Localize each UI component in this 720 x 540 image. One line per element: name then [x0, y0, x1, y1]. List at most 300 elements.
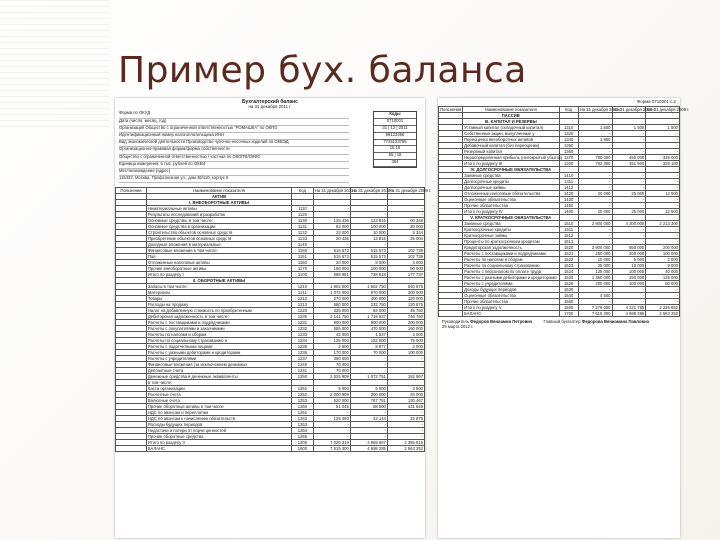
table-cell: 84 000	[350, 308, 387, 314]
table-cell: 130 467	[387, 398, 424, 404]
table-cell: Уставный капитал (складочный капитал)	[463, 125, 559, 131]
table-cell: 88 000	[350, 404, 387, 410]
table-cell: 1132	[292, 230, 314, 236]
table-cell: в том числе:	[146, 380, 291, 386]
table-cell: 100 000	[350, 224, 387, 230]
table-cell: 7 026 319	[313, 440, 350, 446]
table-cell: -	[646, 197, 680, 203]
table-cell: 23 000	[313, 230, 350, 236]
table-cell: 1522	[559, 257, 578, 263]
table-cell: Финансовые вложения в том числе:	[146, 248, 291, 254]
table-cell: 1 718 537	[350, 314, 387, 320]
table-cell: 1232	[292, 326, 314, 332]
table-cell: 400 000	[350, 296, 387, 302]
table-cell: 2 563 252	[387, 446, 424, 452]
table-cell: -	[612, 149, 646, 155]
table-cell: -	[350, 434, 387, 440]
table-cell: Отложенные налоговые обязательства	[463, 191, 559, 197]
table-cell: 1100	[292, 272, 314, 278]
table-cell: Итого по разделу III	[463, 161, 559, 167]
table-cell: 20 000	[313, 260, 350, 266]
table-row	[116, 446, 425, 452]
table-cell: 2 563 252	[646, 311, 680, 317]
table-cell: -	[646, 149, 680, 155]
table-cell: -	[387, 422, 424, 428]
table-cell: 4 000	[387, 260, 424, 266]
table-cell: 515 573	[350, 248, 387, 254]
table-cell: 2 000	[387, 344, 424, 350]
table-cell: Прочие обязательства	[463, 299, 559, 305]
table-cell: 1350	[559, 143, 578, 149]
table-cell: Валютные счета	[146, 398, 291, 404]
table-cell: -	[313, 428, 350, 434]
table-cell: -	[578, 149, 612, 155]
table-cell: Краткосрочные кредиты	[463, 227, 559, 233]
table-cell: Расчеты с разными дебиторами и кредиторами	[146, 350, 291, 356]
table-cell: 1526	[559, 281, 578, 287]
table-cell: 160 000	[387, 326, 424, 332]
table-cell: Расчеты по налогам и сборам	[146, 332, 291, 338]
table-cell: -	[350, 206, 387, 212]
head-label: Руководитель	[442, 319, 469, 325]
table-cell: Расходы на продажу	[146, 302, 291, 308]
table-cell: 1150	[292, 248, 314, 254]
table-cell: Заемные средства	[463, 173, 559, 179]
table-cell: Расчеты по налогам и сборам	[463, 257, 559, 263]
table-cell: 1130	[292, 218, 314, 224]
table-cell: 1550	[559, 299, 578, 305]
table-cell: 120 000	[387, 296, 424, 302]
table-cell: 2 000 909	[313, 392, 350, 398]
table-cell: -	[387, 368, 424, 374]
table-cell: -	[350, 362, 387, 368]
meta-line: Организационно-правовая форма/форма собственности	[119, 147, 349, 154]
signature-date: 29 марта 2012 г.	[442, 323, 474, 329]
table-cell: -	[387, 212, 424, 218]
meta-line: Организация Общество с ограниченной ответственностью "РОМАШКА" по ОКПО	[119, 126, 349, 133]
table-cell: 1140	[292, 242, 314, 248]
table-cell: 20 436	[313, 236, 350, 242]
table-cell: 250 000	[612, 275, 646, 281]
table-cell: -	[646, 131, 680, 137]
column-header: Код	[292, 188, 314, 194]
table-cell: 1234	[292, 338, 314, 344]
table-cell: 20 000	[387, 392, 424, 398]
table-cell: 125 460	[313, 416, 350, 422]
table-cell: 1235	[292, 344, 314, 350]
table-cell: Доходные вложения в материальные	[146, 242, 291, 248]
table-cell: Собственные акции, выкупленные у	[463, 131, 559, 137]
table-cell: -	[646, 293, 680, 299]
table-cell: 4 698 285	[612, 311, 646, 317]
table-cell: 1210	[292, 284, 314, 290]
table-cell: БАЛАНС	[463, 311, 559, 317]
table-cell: 42 144	[350, 416, 387, 422]
table-cell: 1211	[292, 290, 314, 296]
table-cell: 1511	[559, 227, 578, 233]
table-cell: 91 045	[313, 404, 350, 410]
table-cell: 1170	[292, 266, 314, 272]
slide-decoration	[0, 0, 110, 130]
column-header: Пояснения	[440, 106, 462, 112]
table-cell: -	[578, 239, 612, 245]
table-cell: 100 000	[350, 266, 387, 272]
table-cell: 555 000	[313, 326, 350, 332]
table-cell: Прочие обязательства	[463, 203, 559, 209]
table-cell: Нематериальные активы	[146, 206, 291, 212]
table-cell: Расчеты с учредителями	[463, 281, 559, 287]
table-cell: 120 875	[387, 302, 424, 308]
table-cell: 1200	[292, 440, 314, 446]
table-cell: -	[646, 287, 680, 293]
table-cell: 1525	[559, 275, 578, 281]
table-cell: Депозитные счета	[146, 368, 291, 374]
code-cell: 15.18	[374, 146, 416, 153]
table-cell: Добавочный капитал (без переоценки)	[463, 143, 559, 149]
table-cell: Пая	[146, 254, 291, 260]
table-cell: Расчеты с поставщиками и подрядчиками	[463, 251, 559, 257]
table-cell: -	[313, 242, 350, 248]
table-cell: 1430	[559, 197, 578, 203]
table-cell: 50 000	[387, 266, 424, 272]
table-cell: НДС по авансам к начислению обязательств	[146, 416, 291, 422]
table-cell: 250 000	[578, 251, 612, 257]
meta-line: Форма по ОКУД	[119, 111, 349, 118]
table-cell: Основные средства в организации	[146, 224, 291, 230]
table-cell: 100 000	[612, 281, 646, 287]
table-cell: 25 004	[387, 236, 424, 242]
table-cell: Товары	[146, 296, 291, 302]
table-cell: 300 000	[387, 290, 424, 296]
meta-line: Единица измерения: в тыс. рублей по ОКЕИ	[119, 162, 349, 169]
table-cell: 1253	[292, 398, 314, 404]
table-cell: 102 739	[387, 254, 424, 260]
table-cell: 125 000	[578, 269, 612, 275]
table-cell: 1233	[292, 332, 314, 338]
table-cell: -	[387, 428, 424, 434]
table-cell: Оценочные обязательства	[463, 293, 559, 299]
table-cell: 42 000	[313, 332, 350, 338]
table-cell: Доходы будущих периодов	[463, 287, 559, 293]
table-cell: -	[578, 203, 612, 209]
table-cell: 431 549	[387, 404, 424, 410]
table-cell: -	[646, 173, 680, 179]
table-cell: 150 000	[313, 266, 350, 272]
table-cell: 125 000	[646, 275, 680, 281]
table-cell: 1237	[292, 356, 314, 362]
head-name: Федоров Вениамин Петрович	[470, 319, 533, 325]
table-cell: 1 072 751	[350, 374, 387, 380]
table-cell: 870 000	[350, 290, 387, 296]
table-cell: 1 502 750	[350, 284, 387, 290]
column-header: Код	[559, 107, 578, 113]
table-cell: 1262	[292, 416, 314, 422]
table-cell: Переоценка внеоборотных активов	[463, 137, 559, 143]
meta-line: Общество с ограниченной ответственностью / частная по ОКОПФ/ОКФС	[119, 155, 349, 162]
table-row	[439, 311, 680, 317]
table-cell: 82 000	[313, 224, 350, 230]
table-cell: 4 500	[578, 293, 612, 299]
table-cell: -	[313, 422, 350, 428]
table-cell: 451 500	[612, 161, 646, 167]
table-cell: V. КРАТКОСРОЧНЫЕ ОБЯЗАТЕЛЬСТВА	[463, 215, 559, 221]
table-cell: 152 967	[387, 374, 424, 380]
table-cell: 300 000	[350, 392, 387, 398]
table-cell: 1410	[559, 173, 578, 179]
table-cell: Отложенные налоговые активы	[146, 260, 291, 266]
meta-line: Вид экономической деятельности Производство чулочно-носочных изделий по ОКВЭД	[119, 140, 349, 147]
table-cell: III. КАПИТАЛ И РЕЗЕРВЫ	[463, 119, 559, 125]
table-cell: Расчеты с подотчетными лицами	[146, 344, 291, 350]
table-cell: 2 213 300	[646, 221, 680, 227]
table-cell: -	[387, 242, 424, 248]
table-cell: 1512	[559, 233, 578, 239]
code-cell: 0710001	[374, 119, 416, 126]
table-cell: 5 000	[612, 257, 646, 263]
table-cell: -	[646, 179, 680, 185]
table-cell: 1263	[292, 422, 314, 428]
table-cell: 8 977	[350, 344, 387, 350]
table-cell: Расчетные счета	[146, 392, 291, 398]
table-cell: 1 537	[350, 332, 387, 338]
table-cell: 1250	[292, 374, 314, 380]
table-cell: 2 141 750	[313, 314, 350, 320]
table-cell: -	[612, 227, 646, 233]
table-cell: Приобретение объектов основных средств	[146, 236, 291, 242]
table-cell: 5 000	[350, 386, 387, 392]
table-cell: 850 000	[612, 245, 646, 251]
table-cell: 25 000	[578, 263, 612, 269]
table-cell: Основные средства, в том числе:	[146, 218, 291, 224]
table-cell: 1151	[292, 254, 314, 260]
table-cell: 9 000	[646, 263, 680, 269]
table-cell: -	[313, 410, 350, 416]
code-cell: 31 | 12 | 2011	[374, 126, 416, 133]
assets-table	[115, 187, 432, 452]
table-cell: 1264	[292, 428, 314, 434]
table-cell: 1 072 000	[313, 290, 350, 296]
table-cell: Оценочные обязательства	[463, 197, 559, 203]
table-cell: 360 000	[313, 356, 350, 362]
table-cell: 1265	[292, 434, 314, 440]
table-cell: 70 000	[313, 368, 350, 374]
table-cell: 1510	[559, 221, 578, 227]
table-cell: 1230	[292, 314, 314, 320]
code-cell: 65 | 16	[374, 153, 416, 160]
table-cell: 1110	[292, 206, 314, 212]
signatures	[442, 320, 676, 328]
table-cell: 1412	[559, 185, 578, 191]
table-cell: 1212	[292, 296, 314, 302]
table-cell: -	[612, 299, 646, 305]
balance-sheet-assets	[115, 98, 432, 538]
table-cell: Денежные средства и денежные эквиваленты	[146, 374, 291, 380]
table-cell: II. ОБОРОТНЫЕ АКТИВЫ	[146, 278, 291, 284]
table-cell: -	[612, 143, 646, 149]
table-cell: 1700	[559, 311, 578, 317]
sheet-heading: Бухгалтерский баланс	[242, 99, 298, 105]
table-cell: 1260	[292, 404, 314, 410]
table-cell: -	[387, 356, 424, 362]
column-header: На 31 декабря 2010 г.	[351, 187, 394, 193]
table-cell: 100 000	[646, 251, 680, 257]
table-cell: 5 344	[387, 230, 424, 236]
table-cell: -	[578, 173, 612, 179]
code-cell: 99123456	[374, 133, 416, 140]
table-cell: 170 000	[313, 350, 350, 356]
table-cell: 515 573	[350, 254, 387, 260]
table-cell: Запасы в том числе:	[146, 284, 291, 290]
table-cell: 2 000	[387, 332, 424, 338]
org-metadata-lines	[119, 111, 349, 183]
table-cell: 18 000	[612, 263, 646, 269]
table-cell: 1 902 000	[313, 284, 350, 290]
table-cell: АКТИВ	[146, 194, 291, 200]
table-cell: Прочие оборотные активы в том числе	[146, 404, 291, 410]
table-cell: 2 225 652	[646, 305, 680, 311]
table-cell: -	[578, 143, 612, 149]
table-cell: 20 000	[578, 191, 612, 197]
table-cell: -	[387, 434, 424, 440]
table-cell: 1400	[559, 209, 578, 215]
table-cell: 325 000	[646, 155, 680, 161]
table-cell: 200 000	[646, 245, 680, 251]
sheet-date: на 31 декабря 2011 г.	[248, 104, 292, 109]
table-cell: 70 000	[313, 362, 350, 368]
table-cell: 746 750	[387, 314, 424, 320]
table-cell: 767 751	[350, 398, 387, 404]
table-cell: Расчеты с персоналом по оплате труда	[463, 269, 559, 275]
table-cell: Касса организации	[146, 386, 291, 392]
table-cell: 20 000	[578, 209, 612, 215]
table-cell: -	[646, 227, 680, 233]
table-cell: 2 500	[313, 344, 350, 350]
table-cell: 1160	[292, 260, 314, 266]
table-cell: 515 573	[313, 254, 350, 260]
table-cell: -	[350, 242, 387, 248]
table-cell: 200 000	[612, 251, 646, 257]
table-cell: 1 500	[646, 125, 680, 131]
table-cell: 46 750	[387, 308, 424, 314]
table-cell: 232 750	[350, 302, 387, 308]
table-cell: 1231	[292, 320, 314, 326]
table-cell: 10 000	[578, 257, 612, 263]
table-cell: -	[578, 287, 612, 293]
table-cell: -	[350, 368, 387, 374]
meta-line: Дата (число, месяц, год)	[119, 119, 349, 126]
table-cell: 30 000	[387, 224, 424, 230]
table-cell: -	[350, 356, 387, 362]
table-cell: 1600	[292, 446, 314, 452]
table-cell: -	[646, 137, 680, 143]
table-cell: 25 000	[612, 191, 646, 197]
table-cell: 1340	[559, 137, 578, 143]
table-cell: 2 900 000	[578, 221, 612, 227]
accountant-name: Федорова Вениамина Павловна	[581, 319, 649, 325]
table-cell: -	[313, 434, 350, 440]
table-cell: 1524	[559, 269, 578, 275]
table-cell: 700 000	[578, 155, 612, 161]
table-cell: Расчеты с поставщиками и подрядчиками	[146, 320, 291, 326]
table-cell: 1310	[559, 125, 578, 131]
table-cell: ПАССИВ	[463, 113, 559, 119]
table-cell: Итого по разделу IV	[463, 209, 559, 215]
table-cell: Проценты по краткосрочным кредитам	[463, 239, 559, 245]
table-cell: -	[578, 227, 612, 233]
code-cell: 384	[374, 160, 416, 167]
table-cell: Расчеты по социальному страхованию и	[146, 338, 291, 344]
table-cell: 60 348	[387, 218, 424, 224]
table-cell: Заемные средства	[463, 221, 559, 227]
table-cell: -	[387, 410, 424, 416]
table-cell: -	[350, 428, 387, 434]
table-cell: 1500	[559, 305, 578, 311]
table-cell: -	[578, 197, 612, 203]
table-cell: Краткосрочные займы	[463, 233, 559, 239]
code-cell: 7725123765	[374, 140, 416, 147]
org-metadata	[119, 111, 421, 185]
table-cell: Строительство объектов основных средств	[146, 230, 291, 236]
table-cell: Итого по разделу I	[146, 272, 291, 278]
table-cell: 102 739	[387, 248, 424, 254]
balance-sheet-liabilities	[438, 98, 690, 538]
table-cell: 7 615 300	[313, 446, 350, 452]
table-cell: 1523	[559, 263, 578, 269]
table-cell: 1 350 000	[578, 275, 612, 281]
meta-line: Идентификационный номер налогоплательщика ИНН	[119, 133, 349, 140]
table-cell: 1411	[559, 179, 578, 185]
table-cell: Прочие внеоборотные активы	[146, 266, 291, 272]
table-cell: 1240	[292, 362, 314, 368]
table-cell: 588 981	[313, 272, 350, 278]
table-cell: 450 000	[612, 155, 646, 161]
table-cell: -	[612, 239, 646, 245]
table-cell: Недостачи и потери от порчи ценностей	[146, 428, 291, 434]
table-cell: 300 000	[387, 320, 424, 326]
table-cell: Расчеты с покупателями и заказчиками	[146, 326, 291, 332]
table-cell: Дебиторская задолженность в том числе:	[146, 314, 291, 320]
table-cell: -	[612, 137, 646, 143]
table-cell: -	[612, 179, 646, 185]
liabilities-table	[438, 106, 690, 317]
table-cell: 40 000	[646, 269, 680, 275]
table-cell: -	[612, 131, 646, 137]
table-cell: -	[612, 233, 646, 239]
table-cell: I. ВНЕОБОРОТНЫЕ АКТИВЫ	[146, 200, 291, 206]
table-cell: 123 815	[350, 218, 387, 224]
table-cell: 7 615 300	[578, 311, 612, 317]
table-cell: 1360	[559, 149, 578, 155]
table-cell: Расчеты с разными дебиторами и кредиторами	[463, 275, 559, 281]
table-cell: 1251	[292, 386, 314, 392]
table-cell: 7 279 000	[578, 305, 612, 311]
table-cell: -	[387, 362, 424, 368]
table-cell: -	[646, 203, 680, 209]
table-cell: 325 100	[646, 161, 680, 167]
table-cell: 900 000	[313, 320, 350, 326]
table-cell: Итого по разделу II	[146, 440, 291, 446]
table-cell: -	[646, 239, 680, 245]
table-cell: -	[612, 185, 646, 191]
column-header: На 31 декабря 2009 г.	[388, 187, 432, 193]
table-cell: Результаты исследований и разработок	[146, 212, 291, 218]
column-header: Наименование показателя	[463, 107, 559, 113]
table-cell: 540 875	[387, 284, 424, 290]
table-cell: -	[578, 131, 612, 137]
table-cell: Налог на добавленную стоимость по приобретенным	[146, 308, 291, 314]
column-header: Наименование показателя	[146, 188, 291, 194]
table-cell: 25 000	[612, 209, 646, 215]
